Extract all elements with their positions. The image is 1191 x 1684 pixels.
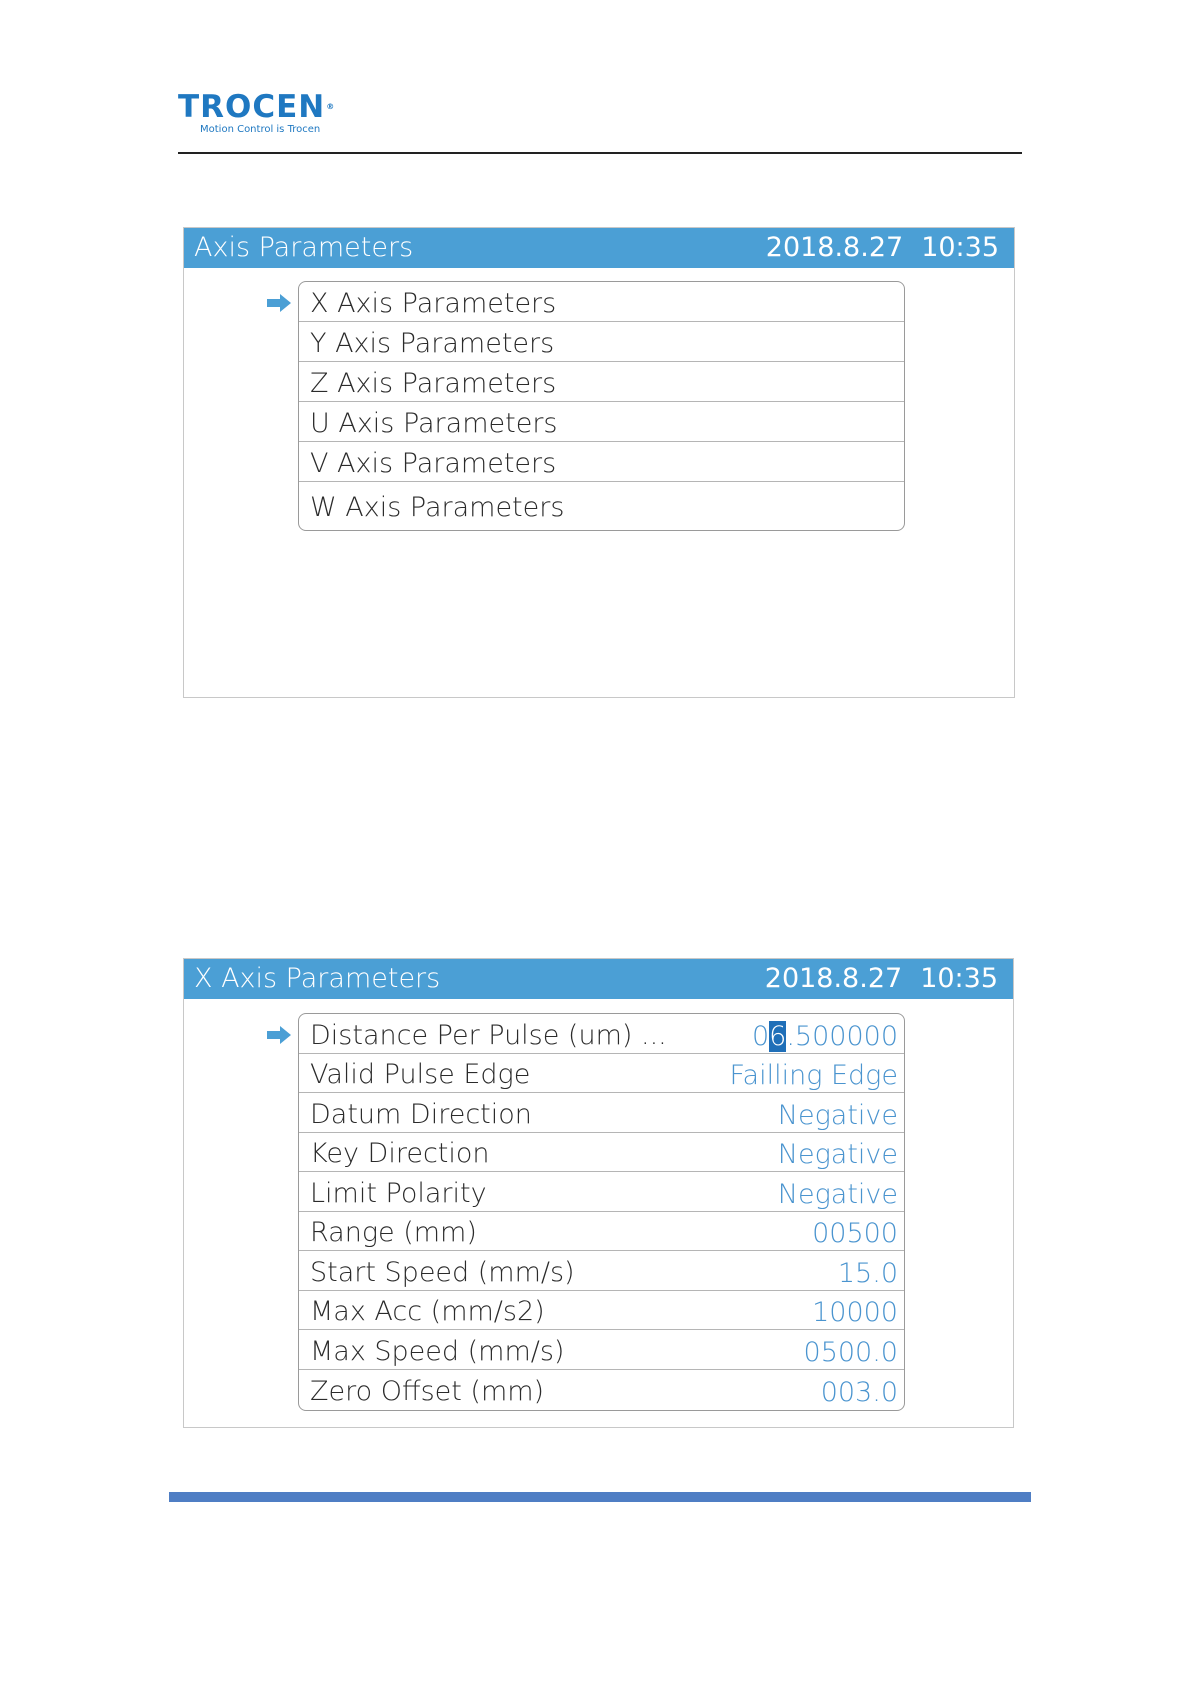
param-label: Key Direction: [310, 1138, 490, 1169]
param-value: 003.0: [820, 1377, 898, 1408]
menu-item-u-axis[interactable]: [299, 402, 904, 442]
brand-name: TROCEN: [178, 89, 326, 125]
menu-item-label: U Axis Parameters: [310, 408, 558, 439]
param-value: 10000: [812, 1297, 898, 1328]
param-value: 00500: [812, 1218, 898, 1249]
param-label: Max Speed (mm/s): [310, 1335, 565, 1367]
menu-item-v-axis[interactable]: [299, 442, 904, 482]
registered-mark: ®: [326, 102, 336, 111]
parameter-list: [298, 1013, 905, 1411]
datetime: [766, 228, 999, 268]
axis-parameters-screen: [183, 227, 1015, 698]
menu-item-w-axis[interactable]: [299, 482, 904, 525]
time-label: 10:35: [920, 963, 998, 994]
time-label: 10:35: [921, 232, 999, 263]
menu-item-label: Z Axis Parameters: [310, 368, 557, 399]
value-digits-after: .500000: [786, 1020, 898, 1052]
param-value: Negative: [777, 1139, 898, 1170]
footer-bar: [169, 1492, 1031, 1502]
right-arrow-icon: [266, 1025, 292, 1045]
datetime: [765, 959, 998, 999]
param-row-start-speed[interactable]: [299, 1251, 904, 1291]
param-value: 0500.0: [803, 1336, 898, 1368]
title-bar: [184, 959, 1013, 999]
screen-title: X Axis Parameters: [194, 963, 441, 994]
menu-item-x-axis[interactable]: [299, 282, 904, 322]
edit-cursor: 6: [769, 1020, 787, 1052]
right-arrow-icon: [266, 293, 292, 313]
param-row-datum-direction[interactable]: [299, 1093, 904, 1133]
param-row-range[interactable]: [299, 1212, 904, 1252]
menu-item-label: V Axis Parameters: [310, 448, 557, 479]
x-axis-parameters-screen: [183, 958, 1014, 1428]
menu-item-label: X Axis Parameters: [310, 288, 557, 319]
menu-item-label: W Axis Parameters: [310, 492, 565, 523]
trocen-logo: [178, 89, 335, 125]
param-label: Max Acc (mm/s2): [310, 1296, 545, 1327]
value-digits-before: 0: [751, 1020, 770, 1052]
header-divider: [178, 152, 1022, 154]
date-label: 2018.8.27: [765, 232, 904, 263]
param-label: Distance Per Pulse (um) ...: [310, 1019, 667, 1051]
menu-item-z-axis[interactable]: [299, 362, 904, 402]
param-label: Valid Pulse Edge: [310, 1059, 531, 1090]
param-label: Zero Offset (mm): [310, 1376, 545, 1407]
axis-menu-list: [298, 281, 905, 531]
title-bar: [184, 228, 1014, 268]
param-value: Negative: [777, 1178, 898, 1210]
date-label: 2018.8.27: [764, 963, 903, 994]
screen-title: Axis Parameters: [194, 232, 414, 263]
param-value-editor[interactable]: [752, 1021, 898, 1052]
param-row-limit-polarity[interactable]: [299, 1172, 904, 1212]
param-row-distance-per-pulse[interactable]: [299, 1014, 904, 1054]
param-label: Range (mm): [310, 1217, 477, 1248]
param-row-valid-pulse-edge[interactable]: [299, 1054, 904, 1094]
menu-item-label: Y Axis Parameters: [310, 328, 555, 359]
param-value: Negative: [777, 1099, 898, 1131]
param-label: Start Speed (mm/s): [310, 1256, 575, 1288]
param-label: Datum Direction: [310, 1098, 532, 1130]
param-row-max-speed[interactable]: [299, 1330, 904, 1370]
param-label: Limit Polarity: [310, 1177, 487, 1209]
param-value: Failling Edge: [729, 1060, 898, 1091]
menu-item-y-axis[interactable]: [299, 322, 904, 362]
param-row-zero-offset[interactable]: [299, 1370, 904, 1410]
param-row-key-direction[interactable]: [299, 1133, 904, 1173]
brand-tagline: Motion Control is Trocen: [200, 124, 321, 135]
param-value: 15.0: [837, 1257, 898, 1289]
param-row-max-acc[interactable]: [299, 1291, 904, 1331]
